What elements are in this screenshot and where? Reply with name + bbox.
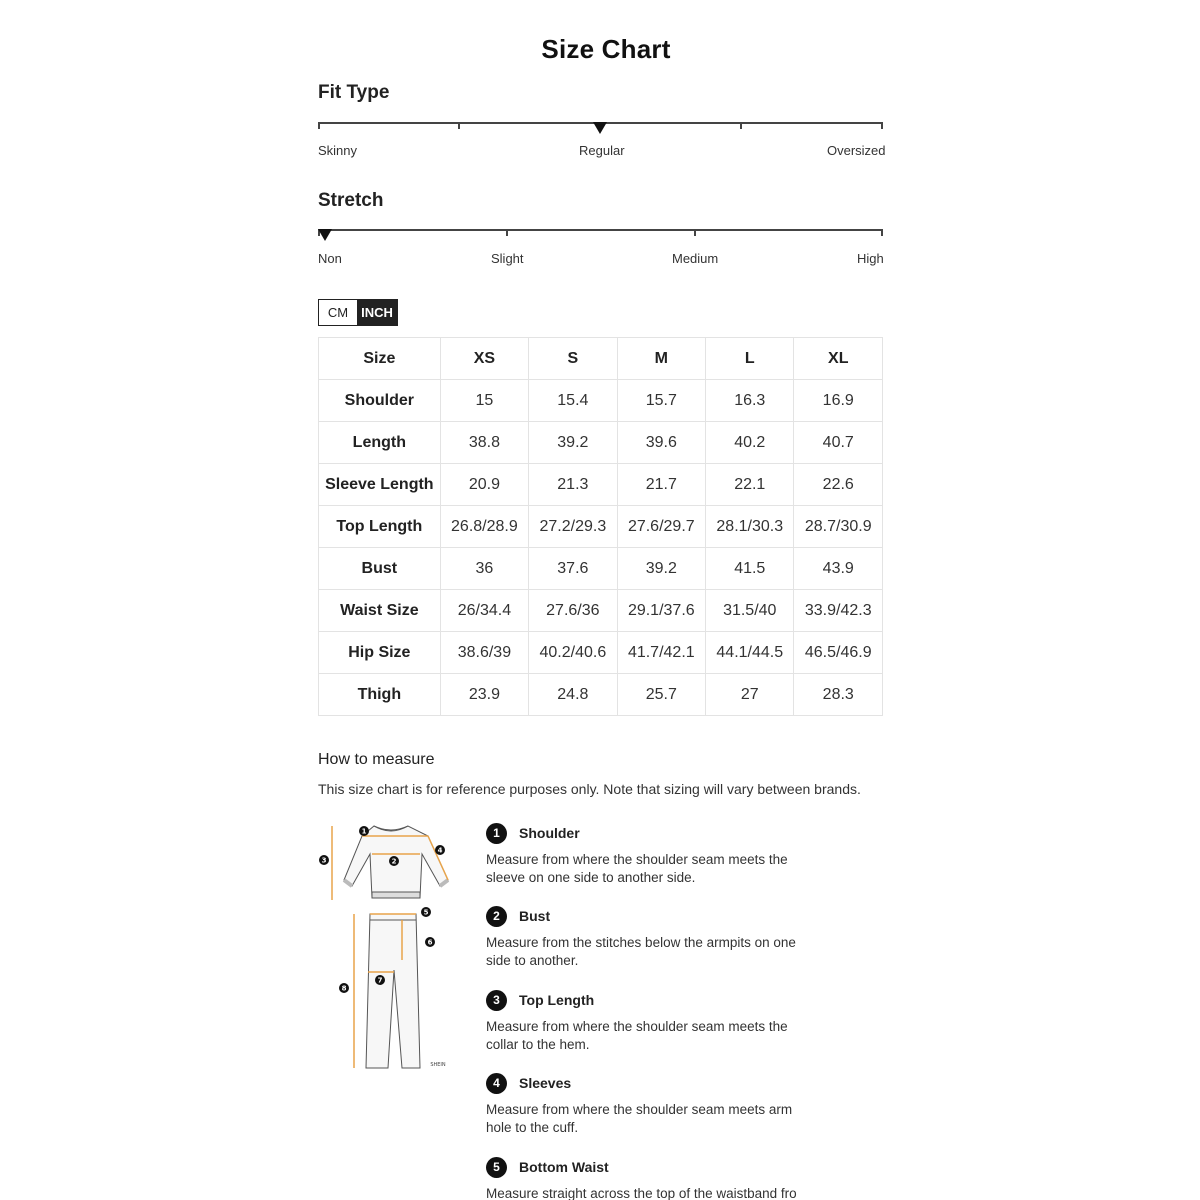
fit-type-heading: Fit Type: [318, 82, 390, 103]
stretch-label-slight: Slight: [491, 251, 524, 266]
unit-inch-button[interactable]: INCH: [357, 300, 397, 325]
table-cell: 16.3: [706, 380, 794, 422]
stretch-label-high: High: [857, 251, 884, 266]
table-row: [319, 548, 883, 590]
table-cell: 27.6/36: [529, 590, 617, 632]
table-header-cell: XS: [440, 338, 528, 380]
step-description: Measure from the stitches below the armpits on one side to another.: [486, 935, 796, 968]
table-cell: 23.9: [440, 674, 528, 716]
step-number-badge: 5: [486, 1157, 507, 1178]
step-description: Measure from where the shoulder seam meets arm hole to the cuff.: [486, 1102, 793, 1135]
table-cell: 39.6: [617, 422, 705, 464]
table-cell: 27: [706, 674, 794, 716]
table-row: [319, 674, 883, 716]
table-row: [319, 464, 883, 506]
measure-step: [486, 905, 816, 970]
table-cell: 28.7/30.9: [794, 506, 883, 548]
table-cell: 41.5: [706, 548, 794, 590]
table-cell: 39.2: [617, 548, 705, 590]
marker-text: 5: [423, 908, 429, 917]
stretch-heading: Stretch: [318, 190, 384, 211]
marker-text: 4: [437, 846, 443, 855]
step-description: Measure straight across the top of the waistband fro: [486, 1186, 797, 1200]
table-cell: 40.2: [706, 422, 794, 464]
table-cell: 39.2: [529, 422, 617, 464]
row-label: Shoulder: [319, 380, 441, 422]
table-cell: 31.5/40: [706, 590, 794, 632]
fit-type-scale: [318, 122, 883, 136]
table-row: [319, 632, 883, 674]
step-number-badge: 3: [486, 990, 507, 1011]
table-header-cell: Size: [319, 338, 441, 380]
step-title: Top Length: [519, 992, 595, 1008]
step-description: Measure from where the shoulder seam meets the sleeve on one side to another side.: [486, 852, 788, 885]
step-description: Measure from where the shoulder seam meets the collar to the hem.: [486, 1019, 788, 1052]
table-cell: 27.2/29.3: [529, 506, 617, 548]
row-label: Hip Size: [319, 632, 441, 674]
brand-mark: SHEIN: [430, 1062, 446, 1068]
fit-label-oversized: Oversized: [827, 143, 886, 158]
table-row: [319, 422, 883, 464]
step-title: Bust: [519, 908, 551, 924]
step-number-badge: 4: [486, 1073, 507, 1094]
table-row: [319, 506, 883, 548]
table-cell: 27.6/29.7: [617, 506, 705, 548]
table-cell: 15: [440, 380, 528, 422]
table-cell: 16.9: [794, 380, 883, 422]
how-to-measure-title: How to measure: [318, 751, 435, 768]
row-label: Top Length: [319, 506, 441, 548]
table-cell: 33.9/42.3: [794, 590, 883, 632]
table-header-cell: S: [529, 338, 617, 380]
garment-measure-diagram: [316, 820, 456, 1072]
table-cell: 21.3: [529, 464, 617, 506]
table-header-cell: XL: [794, 338, 883, 380]
step-number-badge: 1: [486, 823, 507, 844]
marker-text: 1: [361, 827, 367, 836]
table-cell: 43.9: [794, 548, 883, 590]
marker-text: 6: [427, 938, 433, 947]
how-to-measure-note: This size chart is for reference purposes only. Note that sizing will vary between brands.: [318, 781, 861, 797]
stretch-label-non: Non: [318, 251, 342, 266]
bottom-garment-icon: [366, 914, 420, 1068]
step-title: Sleeves: [519, 1075, 572, 1091]
row-label: Length: [319, 422, 441, 464]
table-cell: 15.4: [529, 380, 617, 422]
table-cell: 28.3: [794, 674, 883, 716]
table-cell: 22.6: [794, 464, 883, 506]
table-cell: 15.7: [617, 380, 705, 422]
row-label: Thigh: [319, 674, 441, 716]
measure-step: [486, 1156, 816, 1200]
unit-toggle: [318, 299, 398, 326]
table-cell: 40.2/40.6: [529, 632, 617, 674]
marker-text: 7: [377, 976, 383, 985]
table-cell: 37.6: [529, 548, 617, 590]
table-cell: 29.1/37.6: [617, 590, 705, 632]
step-title: Shoulder: [519, 825, 580, 841]
fit-type-marker: [593, 122, 607, 134]
stretch-marker: [318, 229, 332, 241]
step-number-badge: 2: [486, 906, 507, 927]
table-header-cell: L: [706, 338, 794, 380]
table-cell: 25.7: [617, 674, 705, 716]
table-row: [319, 380, 883, 422]
fit-label-regular: Regular: [579, 143, 625, 158]
table-cell: 26/34.4: [440, 590, 528, 632]
row-label: Bust: [319, 548, 441, 590]
page-title: Size Chart: [541, 34, 671, 64]
table-cell: 28.1/30.3: [706, 506, 794, 548]
stretch-label-medium: Medium: [672, 251, 719, 266]
table-cell: 24.8: [529, 674, 617, 716]
row-label: Sleeve Length: [319, 464, 441, 506]
table-cell: 46.5/46.9: [794, 632, 883, 674]
table-cell: 38.8: [440, 422, 528, 464]
table-cell: 26.8/28.9: [440, 506, 528, 548]
table-cell: 44.1/44.5: [706, 632, 794, 674]
table-cell: 20.9: [440, 464, 528, 506]
fit-label-skinny: Skinny: [318, 143, 358, 158]
size-table: [318, 337, 883, 716]
table-cell: 21.7: [617, 464, 705, 506]
table-cell: 36: [440, 548, 528, 590]
table-cell: 40.7: [794, 422, 883, 464]
table-cell: 38.6/39: [440, 632, 528, 674]
measure-step: [486, 1072, 816, 1137]
row-label: Waist Size: [319, 590, 441, 632]
step-title: Bottom Waist: [519, 1159, 609, 1175]
measure-step: [486, 822, 816, 887]
table-header-cell: M: [617, 338, 705, 380]
measure-step: [486, 989, 816, 1054]
table-row: [319, 590, 883, 632]
table-cell: 22.1: [706, 464, 794, 506]
stretch-scale: [318, 229, 883, 243]
marker-text: 8: [341, 984, 347, 993]
unit-cm-button[interactable]: CM: [319, 300, 357, 325]
table-header-row: [319, 338, 883, 380]
table-cell: 41.7/42.1: [617, 632, 705, 674]
marker-text: 3: [321, 856, 327, 865]
marker-text: 2: [391, 857, 397, 866]
